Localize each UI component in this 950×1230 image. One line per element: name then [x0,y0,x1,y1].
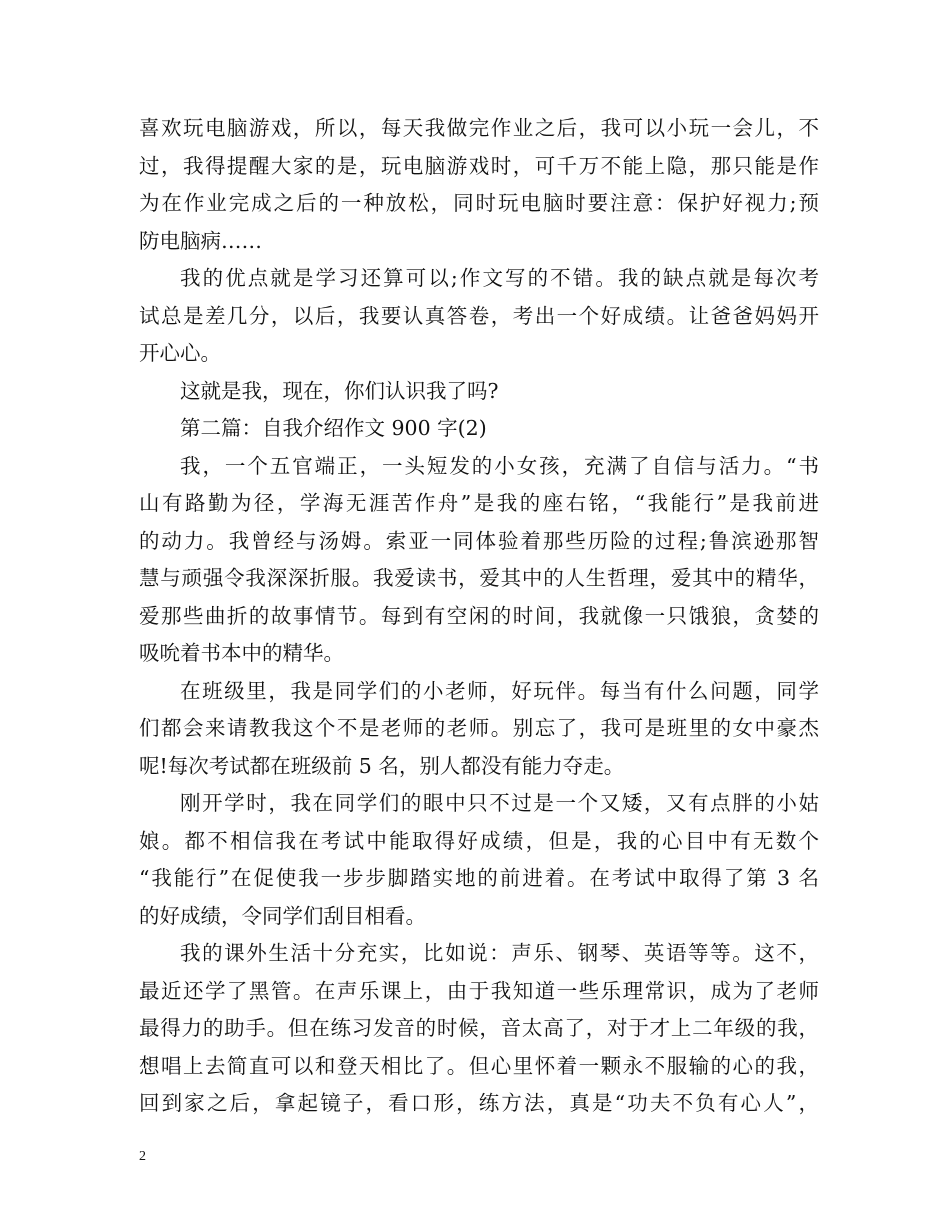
text-line: 在班级里，我是同学们的小老师，好玩伴。每当有什么问题，同学 [180,678,819,703]
text-line: 的好成绩，令同学们刮目相看。 [139,903,426,928]
text-line: 们都会来请教我这个不是老师的老师。别忘了，我可是班里的女中豪杰 [139,716,819,740]
text-line: 刚开学时，我在同学们的眼中只不过是一个又矮，又有点胖的小姑 [180,791,819,815]
text-line: 山有路勤为径，学海无涯苦作舟”是我的座右铭，“我能行”是我前进 [139,491,819,515]
text-line: 吸吮着书本中的精华。 [139,641,344,665]
text-line: 我的优点就是学习还算可以;作文写的不错。我的缺点就是每次考 [180,266,819,290]
text-line: “我能行”在促使我一步步脚踏实地的前进着。在考试中取得了第 3 名 [139,866,819,890]
text-line: 为在作业完成之后的一种放松，同时玩电脑时要注意：保护好视力;预 [139,191,819,215]
text-line: 这就是我，现在，你们认识我了吗? [180,378,499,403]
text-line: 最近还学了黑管。在声乐课上，由于我知道一些乐理常识，成为了老师 [139,978,819,1003]
text-line: 爱那些曲折的故事情节。每到有空闲的时间，我就像一只饿狼，贪婪的 [139,603,819,628]
text-line: 最得力的助手。但在练习发音的时候，音太高了，对于才上二年级的我， [139,1016,819,1040]
text-line: 试总是差几分，以后，我要认真答卷，考出一个好成绩。让爸爸妈妈开 [139,303,819,328]
body-text [139,110,819,1123]
text-line: 娘。都不相信我在考试中能取得好成绩，但是，我的心目中有无数个 [139,828,819,853]
text-line: 过，我得提醒大家的是，玩电脑游戏时，可千万不能上隐，那只能是作 [139,153,819,178]
text-line: 我，一个五官端正，一头短发的小女孩，充满了自信与活力。“书 [180,453,819,478]
text-line: 想唱上去简直可以和登天相比了。但心里怀着一颗永不服输的心的我， [139,1053,819,1078]
text-line: 的动力。我曾经与汤姆。索亚一同体验着那些历险的过程;鲁滨逊那智 [139,528,819,553]
text-line: 喜欢玩电脑游戏，所以，每天我做完作业之后，我可以小玩一会儿，不 [139,116,819,140]
text-line: 慧与顽强令我深深折服。我爱读书，爱其中的人生哲理，爱其中的精华， [139,566,819,590]
text-line: 开心心。 [139,341,221,365]
page-number: 2 [139,1149,146,1164]
text-line: 回到家之后，拿起镜子，看口形，练方法，真是“功夫不负有心人”， [139,1091,819,1115]
text-line: 我的课外生活十分充实，比如说：声乐、钢琴、英语等等。这不， [180,941,819,965]
section-heading: 第二篇：自我介绍作文 900 字(2) [180,416,487,440]
text-line: 防电脑病…… [139,228,262,253]
text-line: 呢!每次考试都在班级前 5 名，别人都没有能力夺走。 [139,753,625,778]
